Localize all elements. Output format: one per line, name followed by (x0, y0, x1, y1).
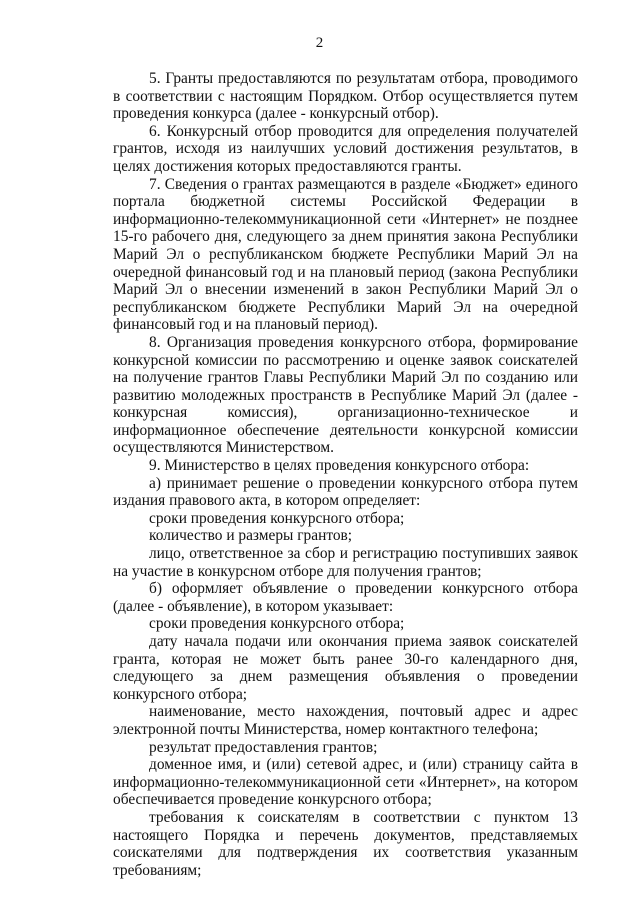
paragraph: сроки проведения конкурсного отбора; (149, 509, 405, 527)
page-number: 2 (315, 35, 324, 51)
paragraph: 9. Министерство в целях проведения конкурсного отбора: (149, 457, 530, 475)
paragraph: доменное имя, и (или) сетевой адрес, и (или) страницу сайта в информационно-телекоммуникационной сети «Интернет», на котором обеспечивается проведение конкурсного отбора; (113, 756, 578, 809)
paragraph: 7. Сведения о грантах размещаются в разделе «Бюджет» единого портала бюджетной системы Российской Федерации в информационно-телекоммуникационной сети «Интернет» не позднее 15-го рабочего дня, следующего за днем принятия закона Республики Марий Эл о республиканском бюджете Республики Марий Эл на очередной финансовый год и на плановый период (закона Республики Марий Эл о внесении изменений в закон Республики Марий Эл о республиканском бюджете Республики Марий Эл на очередной финансовый год и на плановый период). (113, 175, 578, 334)
paragraph: б) оформляет объявление о проведении конкурсного отбора (далее - объявление), в котором указывает: (113, 580, 578, 615)
paragraph: требования к соискателям в соответствии с пунктом 13 настоящего Порядка и перечень документов, представляемых соискателями для подтверждения их соответствия указанным требованиям; (113, 808, 578, 879)
paragraph: количество и размеры грантов; (149, 527, 353, 545)
paragraph: сроки проведения конкурсного отбора; (149, 615, 405, 633)
paragraph: результат предоставления грантов; (149, 738, 378, 756)
paragraph: лицо, ответственное за сбор и регистрацию поступивших заявок на участие в конкурсном отборе для получения грантов; (113, 545, 578, 580)
document-body (113, 70, 578, 879)
paragraph: а) принимает решение о проведении конкурсного отбора путем издания правового акта, в котором определяет: (113, 474, 578, 510)
paragraph: 6. Конкурсный отбор проводится для определения получателей грантов, исходя из наилучших условий достижения результатов, в целях достижения которых предоставляются гранты. (113, 122, 578, 175)
paragraph: 5. Гранты предоставляются по результатам отбора, проводимого в соответствии с настоящим Порядком. Отбор осуществляется путем проведения конкурса (далее - конкурсный отбор). (113, 70, 578, 123)
paragraph: наименование, место нахождения, почтовый адрес и адрес электронной почты Министерства, номер контактного телефона; (113, 703, 578, 738)
paragraph: дату начала подачи или окончания приема заявок соискателей гранта, которая не может быть ранее 30-го календарного дня, следующего за днем размещения объявления о проведении конкурсного отбора; (113, 633, 578, 703)
paragraph: 8. Организация проведения конкурсного отбора, формирование конкурсной комиссии по рассмотрению и оценке заявок соискателей на получение грантов Главы Республики Марий Эл по созданию или развитию молодежных пространств в Республике Марий Эл (далее - конкурсная комиссия), организационно-техническое и информационное обеспечение деятельности конкурсной комиссии осуществляются Министерством. (113, 333, 578, 457)
